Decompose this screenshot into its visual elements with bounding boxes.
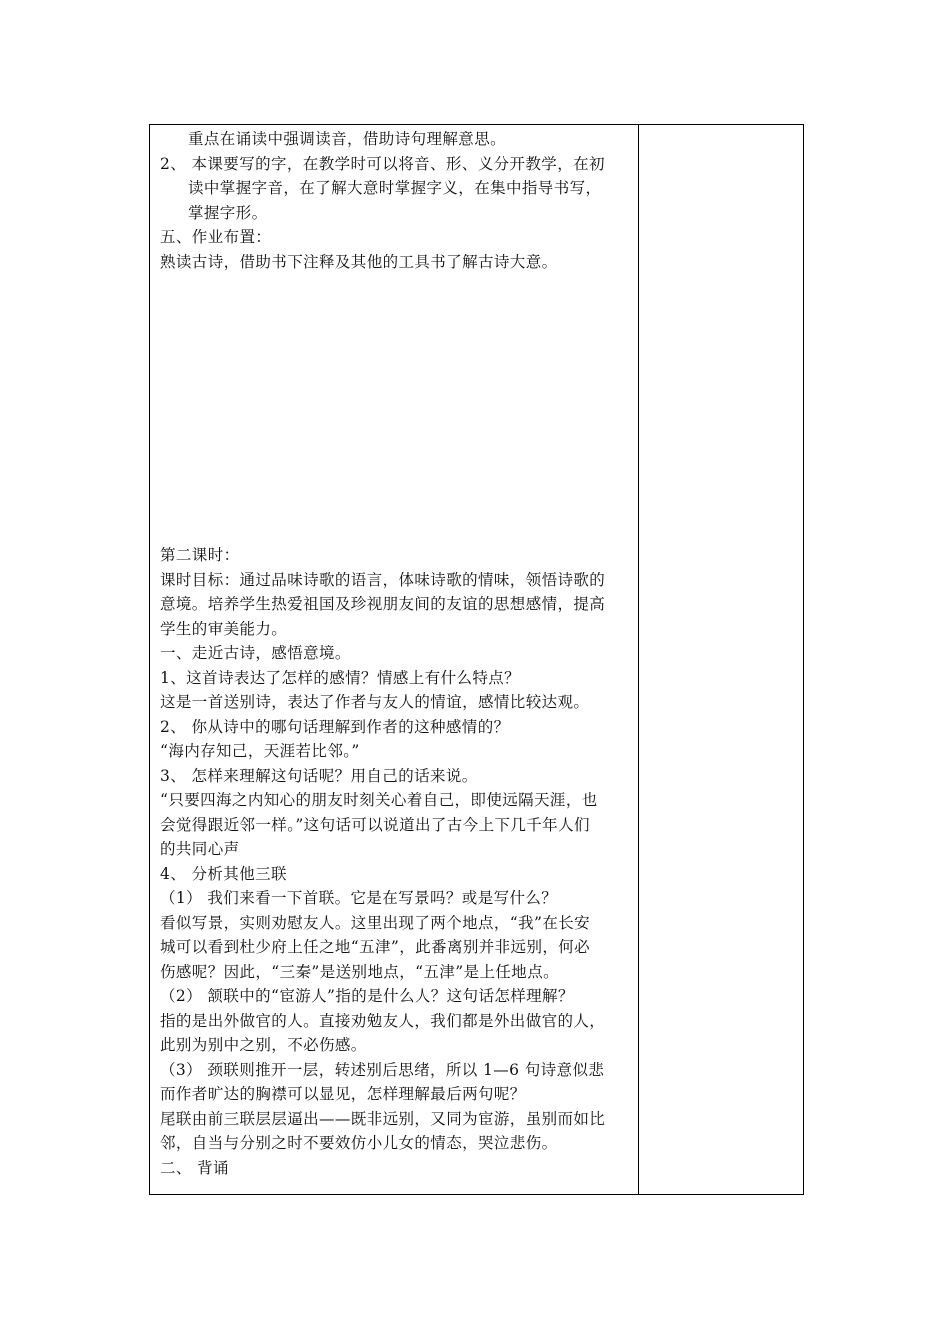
lesson-plan-table [149,124,804,1195]
text-line: 2、 本课要写的字，在教学时可以将音、形、义分开教学，在初 [160,154,605,173]
section-heading: 二、 背诵 [160,1158,229,1177]
lesson-part-2 [160,543,630,1180]
text-line: 的共同心声 [160,840,240,858]
text-line: 看似写景，实则劝慰友人。这里出现了两个地点，“我”在长安 [160,913,591,932]
text-line: 4、 分析其他三联 [160,864,287,883]
text-line: 这是一首送别诗，表达了作者与友人的情谊，感情比较达观。 [160,693,590,711]
text-line: 伤感呢？因此，“三秦”是送别地点，“五津”是上任地点。 [160,962,559,981]
notes-column-cell [639,125,803,1194]
text-line: 熟读古诗，借助书下注释及其他的工具书了解古诗大意。 [160,252,558,271]
text-line: 指的是出外做官的人。直接劝勉友人，我们都是外出做官的人， [160,1011,606,1030]
lesson-content-cell [160,127,630,1180]
text-line: “只要四海之内知心的朋友时刻关心着自己，即使远隔天涯，也 [160,791,598,809]
text-line: 课时目标：通过品味诗歌的语言，体味诗歌的情味，领悟诗歌的 [160,570,606,589]
section-heading: 一、走近古诗，感悟意境。 [160,644,351,662]
blank-space [160,274,630,543]
text-line: 此别为别中之别，不必伤感。 [160,1036,367,1054]
text-line: 掌握字形。 [188,203,268,222]
text-line: 读中掌握字音，在了解大意时掌握字义，在集中指导书写， [188,179,602,197]
text-line: 重点在诵读中强调读音，借助诗句理解意思。 [188,130,507,148]
text-line: “海内存知己，天涯若比邻。” [160,742,360,760]
lesson-part-1 [160,127,630,274]
text-line: 而作者旷达的胸襟可以显见，怎样理解最后两句呢？ [160,1085,526,1103]
section-heading: 五、作业布置： [160,228,272,246]
text-line: 尾联由前三联层层逼出——既非远别，又同为宦游，虽别而如比 [160,1109,606,1128]
text-line: 意境。培养学生热爱祖国及珍视朋友间的友谊的思想感情，提高 [160,595,606,613]
section-heading: 第二课时： [160,546,240,564]
text-line: 城可以看到杜少府上任之地“五津”，此番离别并非远别，何必 [160,938,591,956]
text-line: 邻，自当与分别之时不要效仿小儿女的情态，哭泣悲伤。 [160,1134,558,1152]
text-line: （3） 颈联则推开一层，转述别后思绪，所以 1—6 句诗意似悲 [160,1060,605,1079]
text-line: （2） 颔联中的“宦游人”指的是什么人？这句话怎样理解？ [160,987,574,1005]
text-line: 2、 你从诗中的哪句话理解到作者的这种感情的？ [160,717,510,736]
text-line: 1、这首诗表达了怎样的感情？情感上有什么特点？ [160,668,521,687]
text-line: 会觉得跟近邻一样。”这句话可以说道出了古今上下几千年人们 [160,815,590,834]
text-line: 3、 怎样来理解这句话呢？用自己的话来说。 [160,766,478,785]
text-line: 学生的审美能力。 [160,619,288,638]
text-line: （1） 我们来看一下首联。它是在写景吗？或是写什么？ [160,889,558,907]
